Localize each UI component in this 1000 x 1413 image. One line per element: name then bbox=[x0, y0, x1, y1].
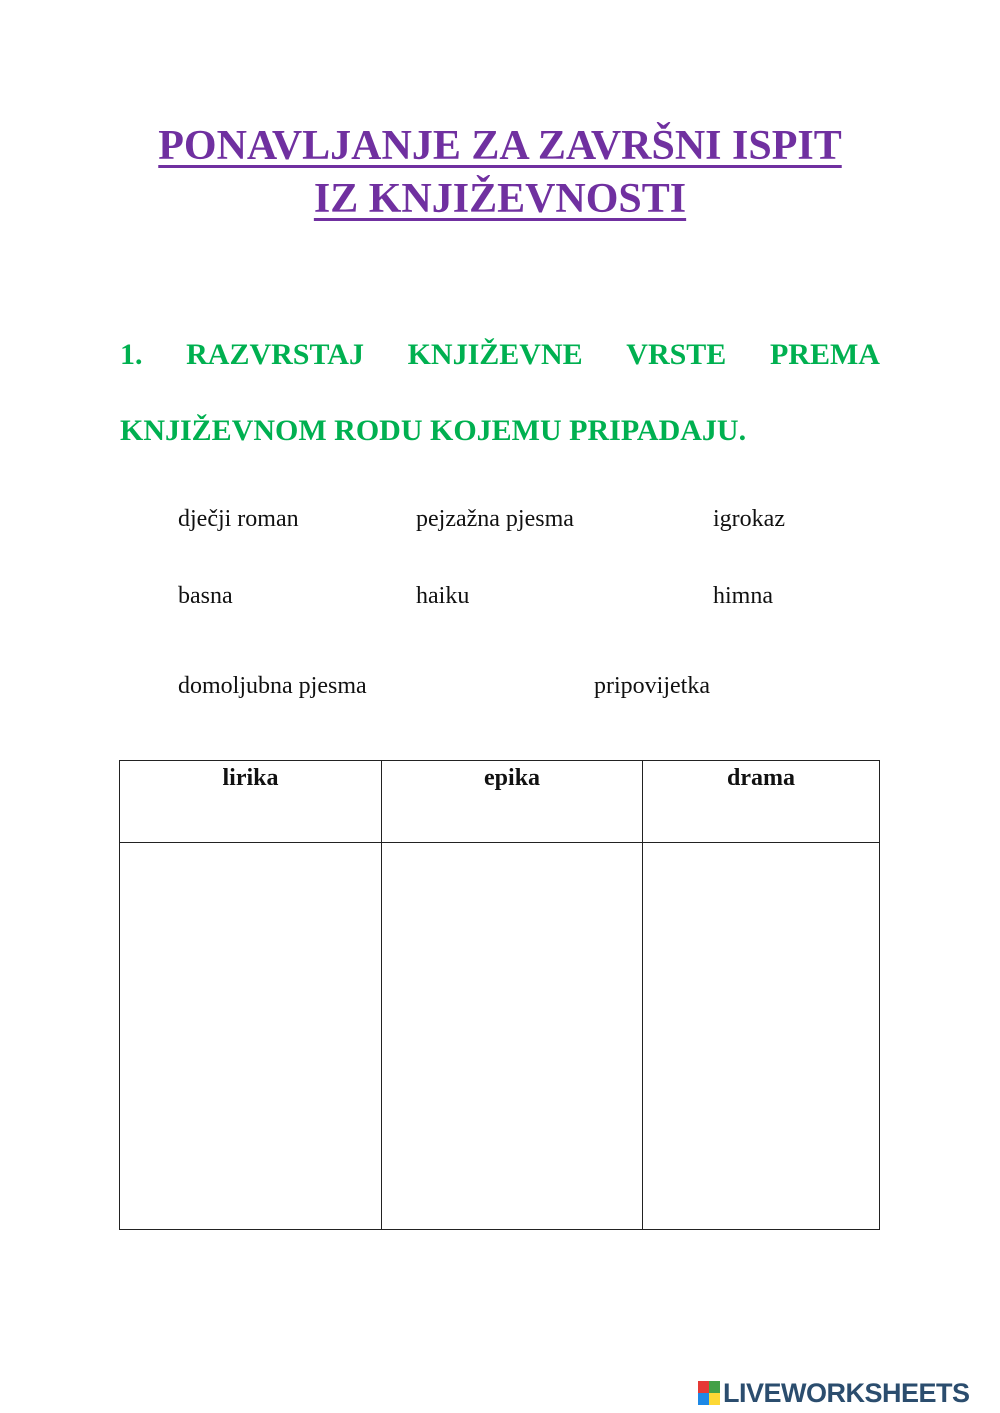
task-word: KNJIŽEVNE bbox=[407, 338, 583, 371]
logo-square-blue bbox=[698, 1393, 709, 1405]
draggable-word-himna[interactable]: himna bbox=[713, 583, 773, 609]
task-word: RAZVRSTAJ bbox=[186, 338, 364, 371]
draggable-word-pripovijetka[interactable]: pripovijetka bbox=[594, 673, 710, 699]
liveworksheets-logo-icon bbox=[698, 1381, 720, 1405]
task-instruction-line-2: KNJIŽEVNOM RODU KOJEMU PRIPADAJU. bbox=[120, 414, 747, 447]
drop-zone-lirika[interactable] bbox=[120, 843, 382, 1230]
logo-square-red bbox=[698, 1381, 709, 1393]
draggable-word-haiku[interactable]: haiku bbox=[416, 583, 470, 609]
draggable-word-igrokaz[interactable]: igrokaz bbox=[713, 506, 785, 532]
page-title-line-1: PONAVLJANJE ZA ZAVRŠNI ISPIT bbox=[158, 123, 842, 169]
page-title-line-2: IZ KNJIŽEVNOSTI bbox=[313, 176, 687, 222]
column-header-lirika: lirika bbox=[120, 761, 382, 843]
drop-zone-drama[interactable] bbox=[643, 843, 880, 1230]
logo-square-yellow bbox=[709, 1393, 720, 1405]
table-header-row bbox=[120, 761, 880, 843]
liveworksheets-logo-text: LIVEWORKSHEETS bbox=[723, 1377, 970, 1408]
task-number: 1. bbox=[120, 338, 143, 371]
task-instruction-line-1 bbox=[120, 337, 880, 373]
draggable-word-djecji-roman[interactable]: dječji roman bbox=[178, 506, 299, 532]
task-word: PREMA bbox=[769, 338, 880, 371]
sorting-table bbox=[119, 760, 880, 1230]
liveworksheets-logo bbox=[698, 1378, 970, 1408]
table-drop-row bbox=[120, 843, 880, 1230]
column-header-epika: epika bbox=[382, 761, 643, 843]
draggable-word-domoljubna-pjesma[interactable]: domoljubna pjesma bbox=[178, 673, 367, 699]
logo-square-green bbox=[709, 1381, 720, 1393]
drop-zone-epika[interactable] bbox=[382, 843, 643, 1230]
task-word: VRSTE bbox=[626, 338, 727, 371]
draggable-word-basna[interactable]: basna bbox=[178, 583, 233, 609]
draggable-word-pejzazna-pjesma[interactable]: pejzažna pjesma bbox=[416, 506, 574, 532]
column-header-drama: drama bbox=[643, 761, 880, 843]
